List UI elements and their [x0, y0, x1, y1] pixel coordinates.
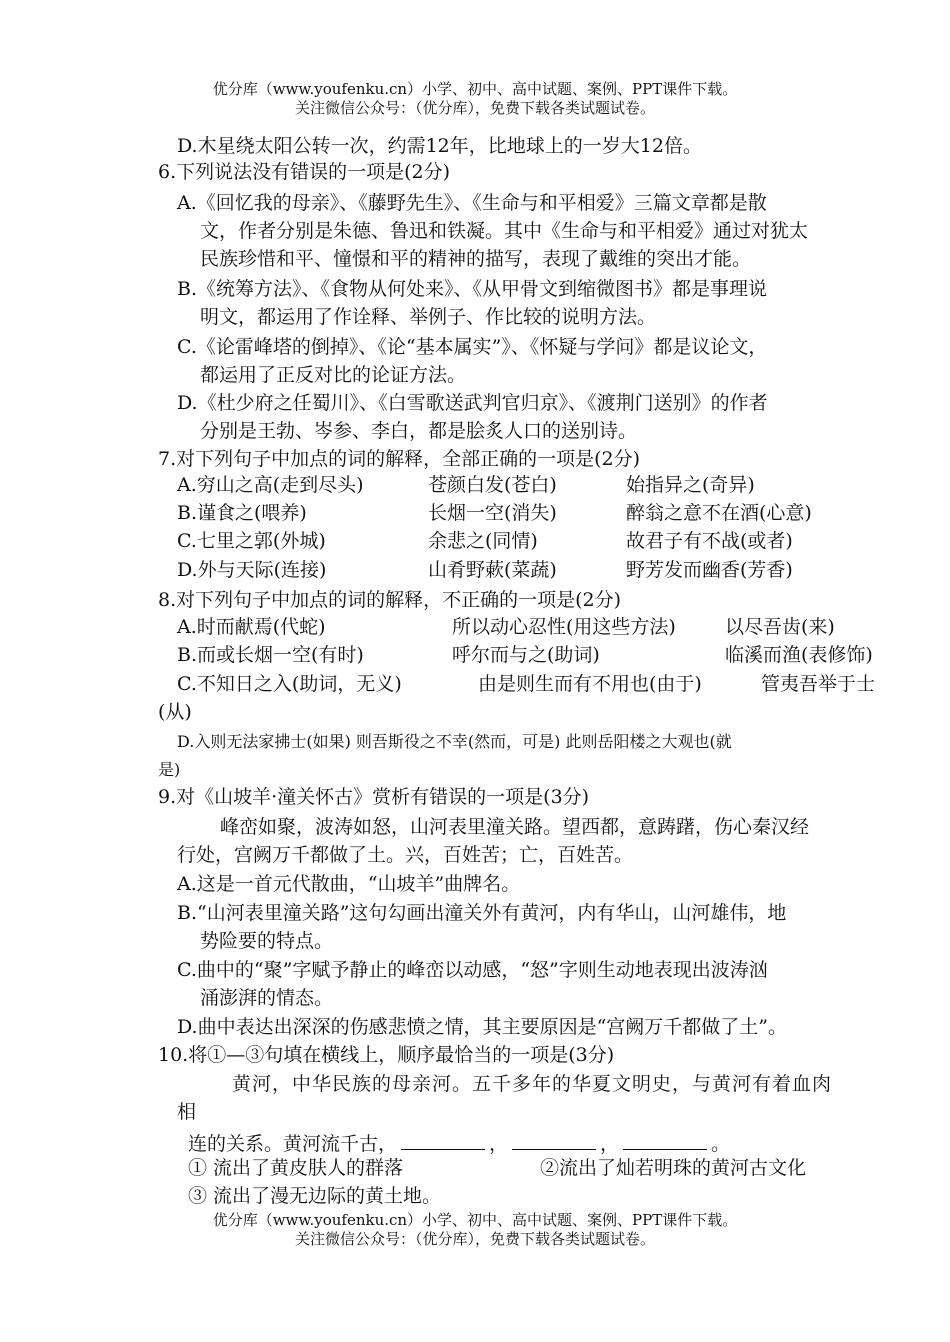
q6-option-d-line1: D.《杜少府之任蜀川》、《白雪歌送武判官归京》、《渡荆门送别》的作者: [177, 392, 768, 414]
q10-choice-2: ②流出了灿若明珠的黄河古文化: [540, 1157, 807, 1179]
q6-option-b-line1: B.《统筹方法》、《食物从何处来》、《从甲骨文到缩微图书》都是事理说: [177, 278, 768, 300]
q7-b-3: 醉翁之意不在酒(心意): [626, 502, 812, 524]
q9-stem: 9.对《山坡羊·潼关怀古》赏析有错误的一项是(3分): [158, 786, 590, 808]
header-line-2: 关注微信公众号：（优分库），免费下载各类试题试卷。: [294, 99, 655, 117]
q8-c-wrap: (从): [158, 701, 192, 723]
q7-b-1: B.谨食之(喂养): [177, 502, 307, 524]
blank-2[interactable]: [512, 1133, 596, 1150]
q8-d-wrap: 是): [158, 760, 181, 779]
q9-poem-line1: 峰峦如聚，波涛如怒，山河表里潼关路。望西都，意踌躇，伤心秦汉经: [220, 816, 810, 838]
q7-d-3: 野芳发而幽香(芳香): [626, 559, 793, 581]
q7-a-2: 苍颜白发(苍白): [428, 474, 557, 496]
q9-option-a: A.这是一首元代散曲，“山坡羊”曲牌名。: [177, 873, 521, 895]
q8-a-3: 以尽吾齿(来): [725, 616, 835, 638]
q8-c-1: C.不知日之入(助词，无义): [177, 673, 402, 695]
q7-stem: 7.对下列句子中加点的词的解释，全部正确的一项是(2分): [158, 448, 641, 470]
q10-passage-wrap: 相: [177, 1101, 197, 1123]
q10-comma-1: ，: [489, 1133, 509, 1155]
q7-c-1: C.七里之郭(外城): [177, 530, 326, 552]
q6-option-b-line2: 明文，都运用了作诠释、举例子、作比较的说明方法。: [200, 306, 657, 328]
q7-a-1: A.穷山之高(走到尽头): [177, 474, 364, 496]
q5-option-d: D.木星绕太阳公转一次，约需12年，比地球上的一岁大12倍。: [177, 135, 702, 157]
q10-comma-2: ，: [600, 1133, 620, 1155]
blank-3[interactable]: [623, 1133, 707, 1150]
q10-choice-1: ① 流出了黄皮肤人的群落: [188, 1157, 404, 1179]
q7-b-2: 长烟一空(消失): [428, 502, 557, 524]
q8-b-2: 呼尔而与之(助词): [452, 644, 600, 666]
q8-b-1: B.而或长烟一空(有时): [177, 644, 364, 666]
q9-option-c-line1: C.曲中的“聚”字赋予静止的峰峦以动感，“怒”字则生动地表现出波涛汹: [177, 959, 768, 981]
q6-option-c-line2: 都运用了正反对比的论证方法。: [200, 364, 467, 386]
q9-option-d: D.曲中表达出深深的伤感悲愤之情，其主要原因是“宫阙万千都做了土”。: [177, 1016, 788, 1038]
q6-option-d-line2: 分别是王勃、岑参、李白，都是脍炙人口的送别诗。: [200, 420, 638, 442]
q8-b-3: 临溪而渔(表修饰): [725, 644, 873, 666]
q9-option-c-line2: 涌澎湃的情态。: [200, 987, 334, 1009]
q10-period: 。: [711, 1133, 731, 1155]
header-line-1: 优分库（www.youfenku.cn）小学、初中、高中试题、案例、PPT课件下载。: [212, 80, 738, 98]
q7-c-3: 故君子有不战(或者): [626, 530, 793, 552]
q8-c-2: 由是则生而有不用也(由于): [478, 673, 702, 695]
q6-option-a-line1: A.《回忆我的母亲》、《藤野先生》、《生命与和平相爱》三篇文章都是散: [177, 192, 767, 214]
q10-passage-line2: [188, 1131, 730, 1157]
q7-c-2: 余悲之(同情): [428, 530, 538, 552]
q8-a-2: 所以动心忍性(用这些方法): [452, 616, 676, 638]
q9-option-b-line1: B.“山河表里潼关路”这句勾画出潼关外有黄河，内有华山，山河雄伟，地: [177, 902, 787, 924]
q8-a-1: A.时而献焉(代蛇): [177, 616, 326, 638]
footer-line-2: 关注微信公众号：（优分库），免费下载各类试题试卷。: [294, 1230, 655, 1248]
q7-d-1: D.外与天际(连接): [177, 559, 327, 581]
q10-passage-line1: 黄河，中华民族的母亲河。五千多年的华夏文明史，与黄河有着血肉: [232, 1073, 833, 1095]
q8-option-d: D.入则无法家拂士(如果) 则吾斯役之不幸(然而，可是) 此则岳阳楼之大观也(就: [177, 732, 732, 751]
q7-d-2: 山肴野蔌(菜蔬): [428, 559, 557, 581]
q6-option-a-line3: 民族珍惜和平、憧憬和平的精神的描写，表现了戴维的突出才能。: [200, 248, 752, 270]
q8-stem: 8.对下列句子中加点的词的解释，不正确的一项是(2分): [158, 589, 622, 611]
q10-stem: 10.将①—③句填在横线上，顺序最恰当的一项是(3分): [158, 1044, 615, 1066]
q6-stem: 6.下列说法没有错误的一项是(2分): [158, 161, 451, 183]
q6-option-c-line1: C.《论雷峰塔的倒掉》、《论“基本属实”》、《怀疑与学问》都是议论文，: [177, 336, 768, 358]
q10-choice-3: ③ 流出了漫无边际的黄土地。: [188, 1185, 442, 1207]
q10-passage-text: 连的关系。黄河流千古，: [188, 1133, 398, 1155]
q7-a-3: 始指异之(奇异): [626, 474, 755, 496]
blank-1[interactable]: [401, 1133, 485, 1150]
q9-option-b-line2: 势险要的特点。: [200, 930, 334, 952]
footer-line-1: 优分库（www.youfenku.cn）小学、初中、高中试题、案例、PPT课件下载。: [212, 1211, 738, 1229]
q8-c-3: 管夷吾举于士: [761, 673, 876, 695]
q6-option-a-line2: 文，作者分别是朱德、鲁迅和铁凝。其中《生命与和平相爱》通过对犹太: [200, 220, 809, 242]
q9-poem-line2: 行处，宫阙万千都做了土。兴，百姓苦；亡，百姓苦。: [177, 844, 634, 866]
